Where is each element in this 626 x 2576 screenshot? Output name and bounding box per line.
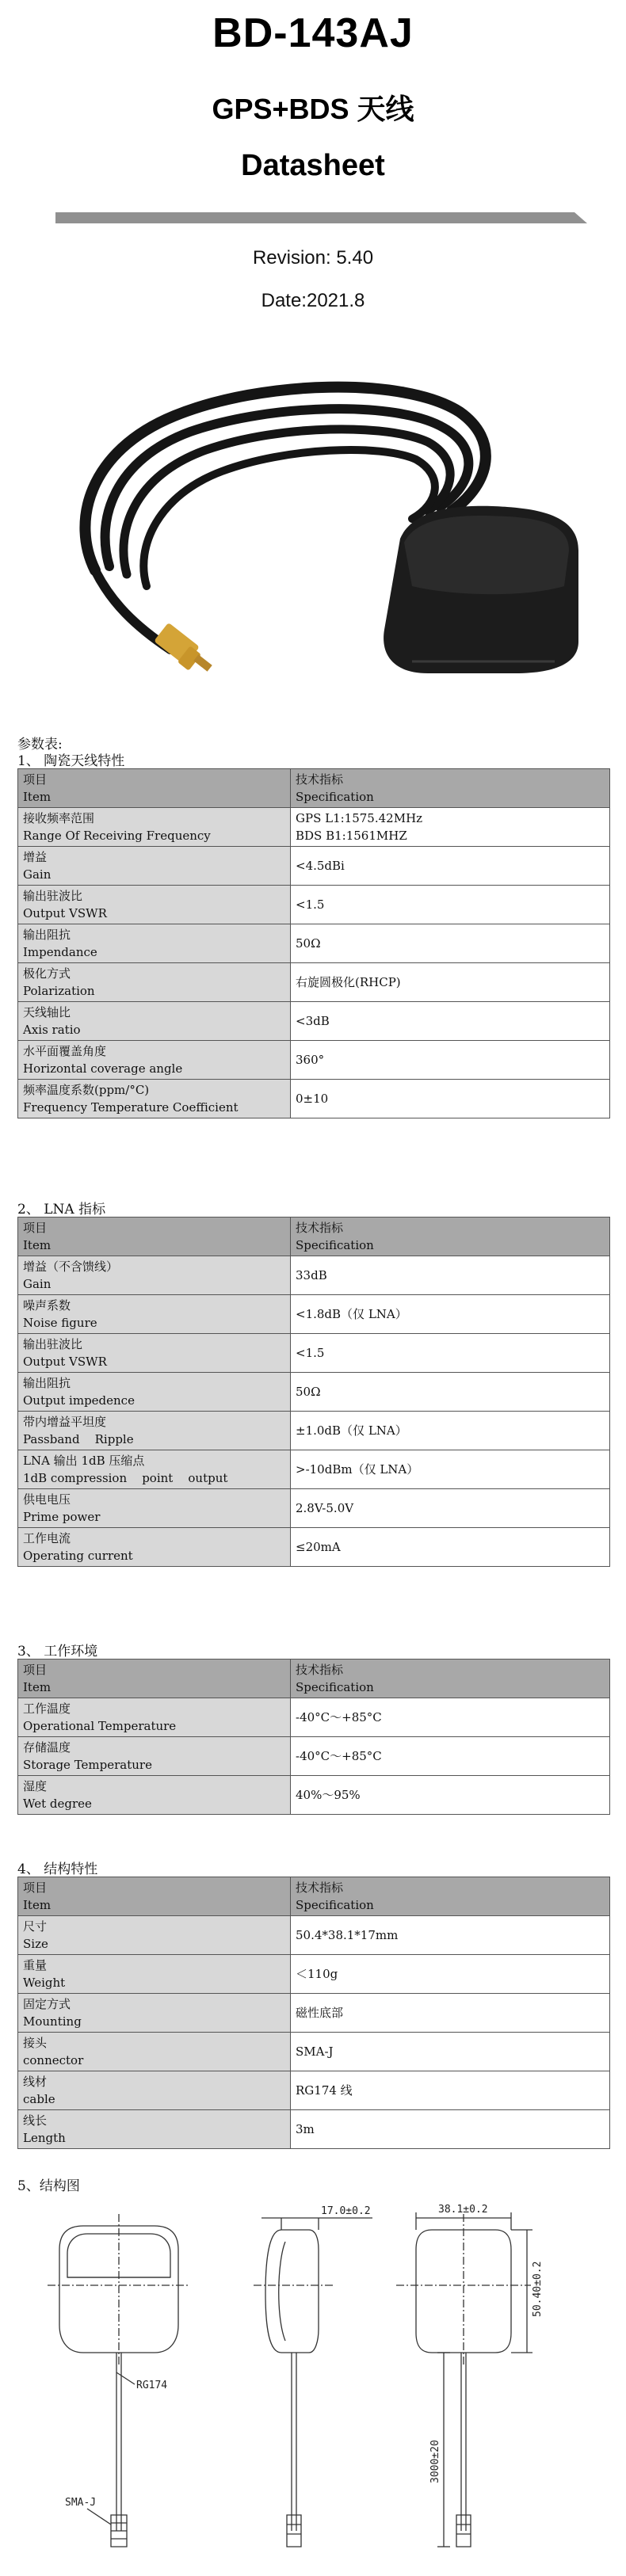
item-cell: 极化方式 Polarization	[18, 963, 291, 1002]
cable-label: RG174	[136, 2380, 168, 2391]
item-cell: 重量 Weight	[18, 1955, 291, 1994]
item-cell: 供电电压 Prime power	[18, 1489, 291, 1528]
item-cell: 噪声系数 Noise figure	[18, 1295, 291, 1334]
spec-cell: <1.8dB（仅 LNA）	[291, 1295, 610, 1334]
item-cell: 湿度 Wet degree	[18, 1776, 291, 1815]
table-row	[18, 2110, 610, 2149]
structure-drawing	[0, 2198, 626, 2570]
spec-cell: 磁性底部	[291, 1994, 610, 2033]
table-row	[18, 1489, 610, 1528]
antenna-product-photo	[79, 349, 586, 721]
table-row	[18, 1916, 610, 1955]
spec-cell: ≤20mA	[291, 1528, 610, 1567]
model-title: BD-143AJ	[212, 10, 414, 56]
environment-table	[17, 1659, 610, 1815]
header-divider	[55, 212, 574, 223]
table-header-row	[18, 1877, 610, 1916]
table-row	[18, 1041, 610, 1080]
spec-cell: <4.5dBi	[291, 847, 610, 886]
width-dimension: 38.1±0.2	[438, 2204, 488, 2216]
item-cell: 工作温度 Operational Temperature	[18, 1698, 291, 1737]
table-row	[18, 924, 610, 963]
item-cell: 增益（不含馈线） Gain	[18, 1256, 291, 1295]
spec-cell: 50.4*38.1*17mm	[291, 1916, 610, 1955]
item-cell: 线材 cable	[18, 2071, 291, 2110]
spec-cell: <1.5	[291, 1334, 610, 1373]
spec-cell: 50Ω	[291, 924, 610, 963]
table-row	[18, 1776, 610, 1815]
table-row	[18, 2071, 610, 2110]
header-spec-cell: 技术指标 Specification	[291, 1877, 610, 1916]
spec-cell: 3m	[291, 2110, 610, 2149]
ceramic-antenna-table	[17, 768, 610, 1118]
spec-cell: ＜110g	[291, 1955, 610, 1994]
cable-length-dimension: 3000±20	[429, 2440, 441, 2483]
table-row	[18, 847, 610, 886]
table-header-row	[18, 1660, 610, 1698]
table-row	[18, 1334, 610, 1373]
spec-cell: <1.5	[291, 886, 610, 924]
table-row	[18, 1256, 610, 1295]
side-view	[254, 2218, 372, 2547]
section-title-drawing: 5、结构图	[17, 2178, 80, 2194]
item-cell: 工作电流 Operating current	[18, 1528, 291, 1567]
params-title: 参数表:	[17, 737, 63, 753]
height-dimension: 17.0±0.2	[321, 2205, 371, 2217]
section-title-environment: 3、 工作环境	[17, 1644, 98, 1660]
product-subtitle: GPS+BDS 天线	[212, 93, 414, 125]
spec-cell: -40°C～+85°C	[291, 1737, 610, 1776]
header-item-cell: 项目 Item	[18, 1218, 291, 1256]
header-spec-cell: 技术指标 Specification	[291, 1218, 610, 1256]
spec-cell: SMA-J	[291, 2033, 610, 2071]
table-header-row	[18, 1218, 610, 1256]
spec-cell: >-10dBm（仅 LNA）	[291, 1450, 610, 1489]
table-row	[18, 1737, 610, 1776]
table-row	[18, 886, 610, 924]
table-row	[18, 1080, 610, 1118]
table-row	[18, 1295, 610, 1334]
item-cell: 输出阻抗 Output impedence	[18, 1373, 291, 1412]
table-row	[18, 1528, 610, 1567]
spec-cell: 2.8V-5.0V	[291, 1489, 610, 1528]
header-item-cell: 项目 Item	[18, 1660, 291, 1698]
table-row	[18, 1450, 610, 1489]
item-cell: 接头 connector	[18, 2033, 291, 2071]
lna-table	[17, 1217, 610, 1567]
revision: Revision: 5.40	[252, 247, 374, 269]
section-title-ceramic: 1、 陶瓷天线特性	[17, 753, 125, 769]
item-cell: 频率温度系数(ppm/°C) Frequency Temperature Coefficient	[18, 1080, 291, 1118]
structure-table	[17, 1877, 610, 2149]
bottom-view	[396, 2212, 532, 2547]
document-type: Datasheet	[241, 149, 385, 182]
spec-cell: 40%～95%	[291, 1776, 610, 1815]
table-row	[18, 1698, 610, 1737]
table-row	[18, 2033, 610, 2071]
header-item-cell: 项目 Item	[18, 769, 291, 808]
section-title-structure: 4、 结构特性	[17, 1862, 98, 1877]
spec-cell: <3dB	[291, 1002, 610, 1041]
table-row	[18, 963, 610, 1002]
spec-cell: 0±10	[291, 1080, 610, 1118]
item-cell: 天线轴比 Axis ratio	[18, 1002, 291, 1041]
table-row	[18, 1373, 610, 1412]
item-cell: 尺寸 Size	[18, 1916, 291, 1955]
table-row	[18, 1955, 610, 1994]
spec-cell: GPS L1:1575.42MHz BDS B1:1561MHZ	[291, 808, 610, 847]
spec-cell: RG174 线	[291, 2071, 610, 2110]
item-cell: 水平面覆盖角度 Horizontal coverage angle	[18, 1041, 291, 1080]
header-item-cell: 项目 Item	[18, 1877, 291, 1916]
length-dimension: 50.40±0.2	[532, 2261, 544, 2317]
item-cell: 接收频率范围 Range Of Receiving Frequency	[18, 808, 291, 847]
spec-cell: ±1.0dB（仅 LNA）	[291, 1412, 610, 1450]
table-row	[18, 1002, 610, 1041]
item-cell: 线长 Length	[18, 2110, 291, 2149]
item-cell: 带内增益平坦度 Passband Ripple	[18, 1412, 291, 1450]
date: Date:2021.8	[261, 290, 365, 311]
spec-cell: 33dB	[291, 1256, 610, 1295]
spec-cell: -40°C～+85°C	[291, 1698, 610, 1737]
item-cell: 输出阻抗 Impendance	[18, 924, 291, 963]
item-cell: 固定方式 Mounting	[18, 1994, 291, 2033]
header-spec-cell: 技术指标 Specification	[291, 1660, 610, 1698]
connector-label: SMA-J	[65, 2497, 97, 2509]
section-title-lna: 2、 LNA 指标	[17, 1202, 106, 1218]
spec-cell: 50Ω	[291, 1373, 610, 1412]
item-cell: 输出驻波比 Output VSWR	[18, 1334, 291, 1373]
item-cell: LNA 输出 1dB 压缩点 1dB compression point output	[18, 1450, 291, 1489]
header-spec-cell: 技术指标 Specification	[291, 769, 610, 808]
table-row	[18, 1994, 610, 2033]
table-row	[18, 1412, 610, 1450]
spec-cell: 360°	[291, 1041, 610, 1080]
item-cell: 增益 Gain	[18, 847, 291, 886]
spec-cell: 右旋圆极化(RHCP)	[291, 963, 610, 1002]
table-header-row	[18, 769, 610, 808]
item-cell: 输出驻波比 Output VSWR	[18, 886, 291, 924]
table-row	[18, 808, 610, 847]
item-cell: 存储温度 Storage Temperature	[18, 1737, 291, 1776]
